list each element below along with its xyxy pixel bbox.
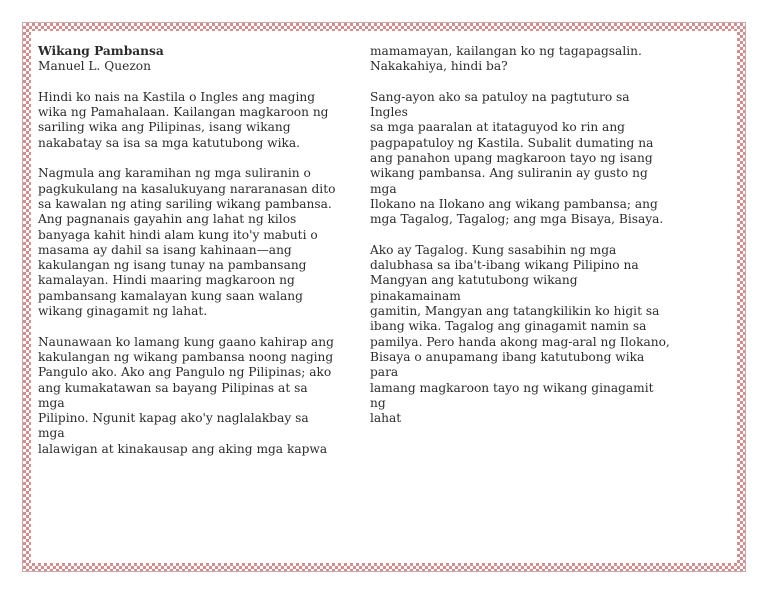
left-column xyxy=(38,44,338,472)
paragraph: Sang-ayon ako sa patuloy na pagtuturo sa Ingles sa mga paaralan at itataguyod ko rin ang pagpapatuloy ng Kastila. Subalit dumating na ang panahon upang magkaroon tayo ng isang wikang pambansa. Ang suliranin ay gusto ng mga Ilokano na Ilokano ang wikang pambansa; ang mga Tagalog, Tagalog; ang mga Bisaya, Bisaya. xyxy=(370,89,664,227)
document-title: Wikang Pambansa xyxy=(38,44,164,58)
title-block xyxy=(38,44,338,75)
paragraph: Hindi ko nais na Kastila o Ingles ang maging wika ng Pamahalaan. Kailangan magkaroon ng sariling wika ang Pilipinas, isang wikang nakabatay sa isa sa mga katutubong wika. xyxy=(38,89,329,150)
paragraph: Nagmula ang karamihan ng mga suliranin o pagkukulang na kasalukuyang nararanasan dito sa kawalan ng ating sariling wikang pambansa. Ang pagnanais gayahin ang lahat ng kilos banyaga kahit hindi alam kung ito'y mabuti o masama ay dahil sa isang kahinaan—ang kakulangan ng isang tunay na pambansang kamalayan. Hindi maaring magkaroon ng pambansang kamalayan kung saan walang wikang ginagamit ng lahat. xyxy=(38,166,336,319)
right-column xyxy=(370,44,670,442)
document-author: Manuel L. Quezon xyxy=(38,59,151,74)
paragraph: Ako ay Tagalog. Kung sasabihin ng mga dalubhasa sa iba't-ibang wikang Pilipino na Mangyan ang katutubong wikang pinakamainam gamitin, Mangyan ang tatangkilikin ko higit sa ibang wika. Tagalog ang ginagamit namin sa pamilya. Pero handa akong mag-aral ng Ilokano, Bisaya o anupamang ibang katutubong wika para lamang magkaroon tayo ng wikang ginagamit ng lahat xyxy=(370,242,670,426)
paragraph: mamamayan, kailangan ko ng tagapagsalin. Nakakahiya, hindi ba? xyxy=(370,44,642,74)
paragraph: Naunawaan ko lamang kung gaano kahirap ang kakulangan ng wikang pambansa noong naging Pangulo ako. Ako ang Pangulo ng Pilipinas; ako ang kumakatawan sa bayang Pilipinas at sa mga Pilipino. Ngunit kapag ako'y naglalakbay sa mga lalawigan at kinakausap ang aking mga kapwa xyxy=(38,334,334,456)
